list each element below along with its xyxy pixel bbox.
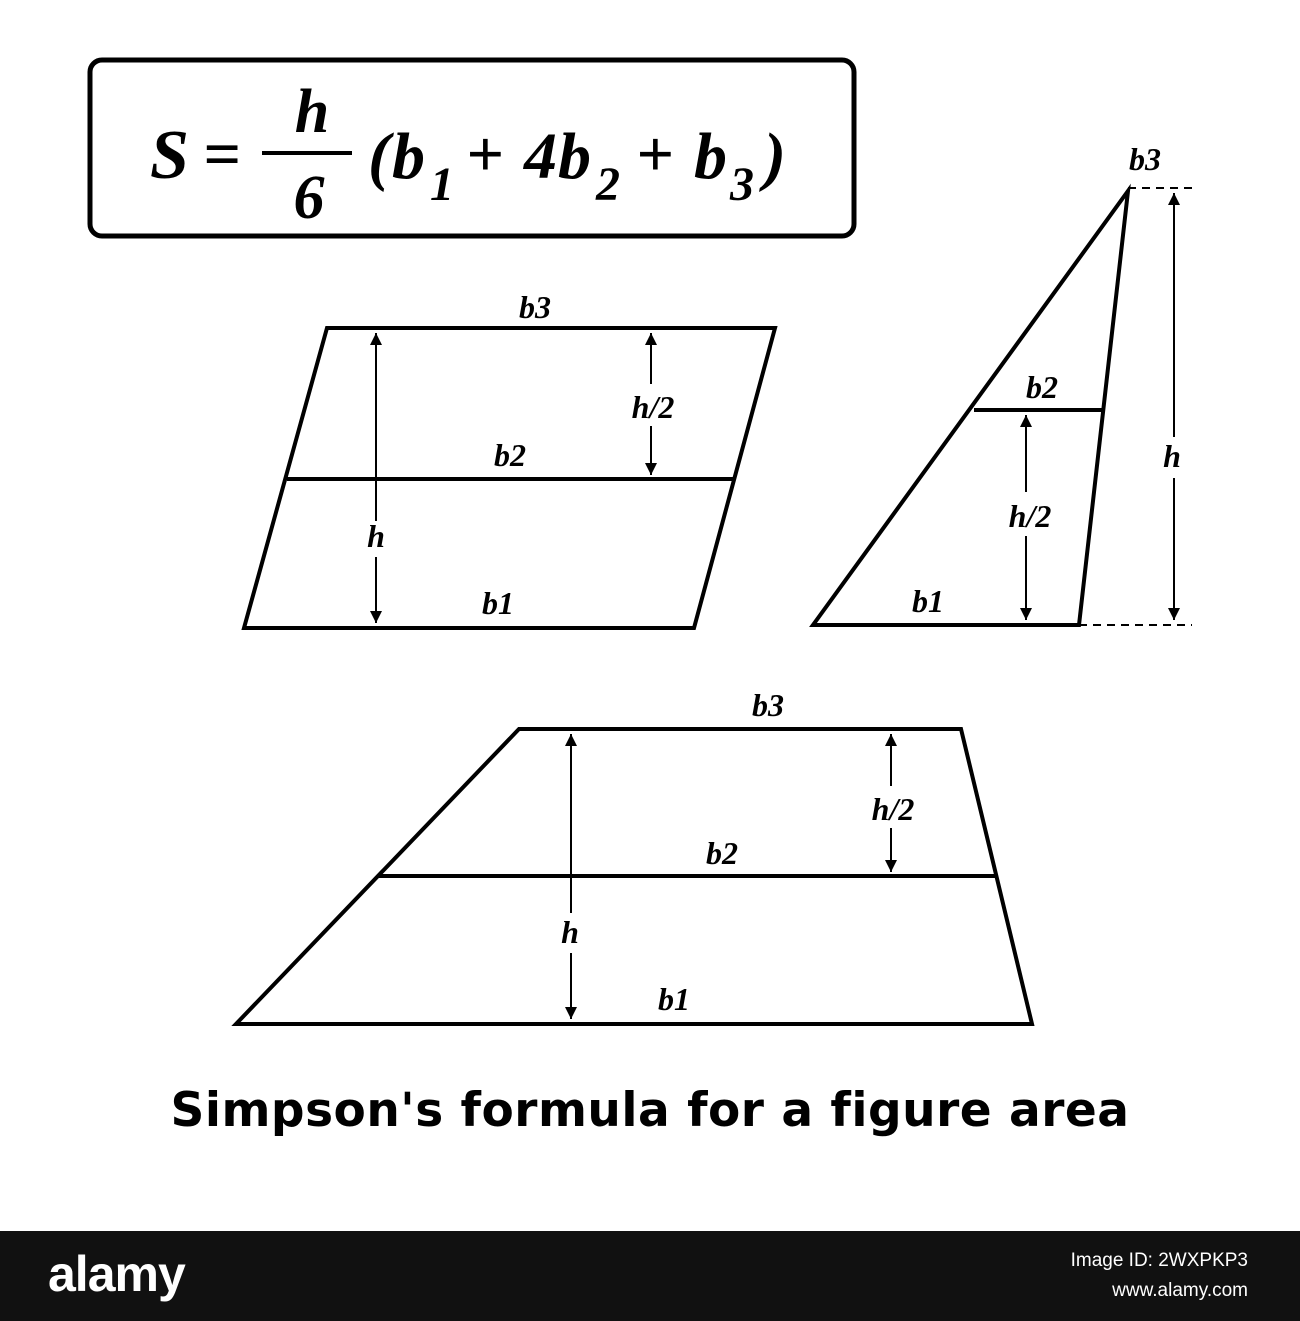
formula-box: [90, 60, 854, 236]
site-url-text: www.alamy.com: [1112, 1280, 1248, 1301]
trapezoid-b3-label: b3: [752, 687, 784, 723]
triangle-b1-label: b1: [912, 583, 944, 619]
formula-open-paren: (: [368, 120, 390, 193]
parallelogram-b1-label: b1: [482, 585, 514, 621]
parallelogram-b2-label: b2: [494, 437, 526, 473]
formula-lhs: S: [150, 117, 189, 194]
image-id-text: Image ID: 2WXPKP3: [1070, 1250, 1248, 1271]
formula-coef: 4: [524, 120, 557, 193]
figure-caption: Simpson's formula for a figure area: [170, 1083, 1130, 1138]
parallelogram-figure: [244, 289, 775, 628]
formula-denominator: 6: [293, 164, 325, 232]
formula-numerator: h: [294, 78, 330, 146]
formula-b2: b: [558, 120, 591, 193]
formula-equals: =: [203, 118, 241, 191]
formula-close-paren: ): [764, 120, 786, 193]
triangle-h-label: h: [1163, 438, 1181, 474]
formula-sub2: 2: [596, 158, 620, 211]
formula-sub1: 1: [430, 158, 454, 211]
watermark-footer: [0, 1231, 1300, 1321]
parallelogram-half-label: h/2: [631, 389, 675, 425]
parallelogram-h-label: h: [367, 518, 385, 554]
formula-sub3: 3: [730, 158, 754, 211]
trapezoid-b2-label: b2: [706, 835, 738, 871]
trapezoid-h-label: h: [561, 914, 579, 950]
triangle-b2-label: b2: [1026, 369, 1058, 405]
trapezoid-b1-label: b1: [658, 981, 690, 1017]
triangle-b3-label: b3: [1129, 141, 1161, 177]
formula-plus2: +: [636, 118, 674, 191]
trapezoid-figure: [236, 687, 1032, 1024]
triangle-half-label: h/2: [1008, 498, 1052, 534]
formula-b1: b: [392, 120, 425, 193]
trapezoid-half-label: h/2: [871, 791, 915, 827]
formula-b3: b: [694, 120, 727, 193]
formula-plus1: +: [466, 118, 504, 191]
triangle-figure: [813, 141, 1192, 625]
brand-logo: alamy: [48, 1246, 185, 1302]
parallelogram-b3-label: b3: [519, 289, 551, 325]
